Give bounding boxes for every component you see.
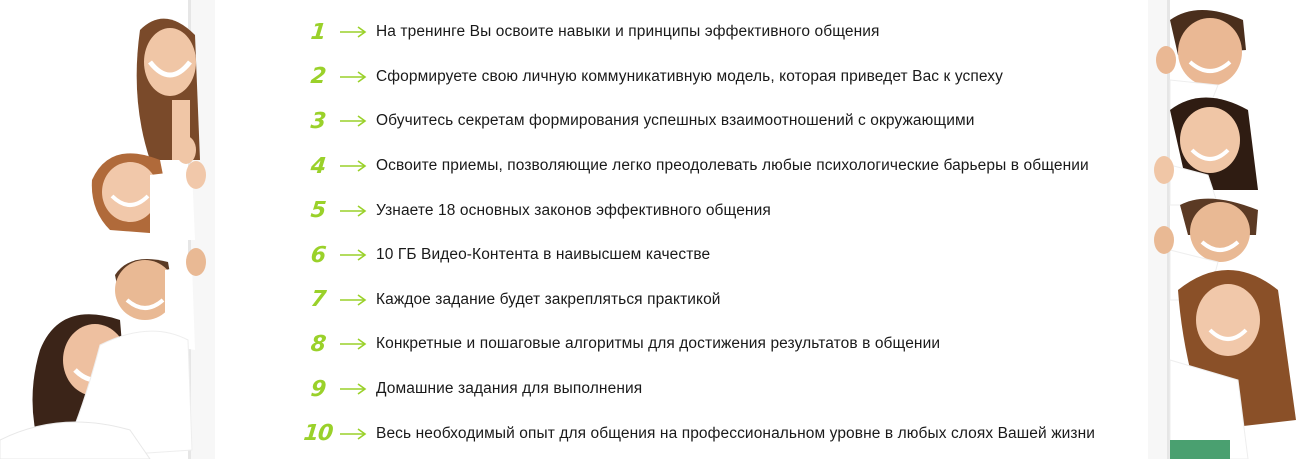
item-text: Каждое задание будет закрепляться практикой — [376, 290, 721, 308]
item-text: 10 ГБ Видео-Контента в наивысшем качестве — [376, 246, 711, 264]
left-people-photo — [0, 0, 215, 459]
arrow-right-icon — [338, 293, 368, 307]
list-item — [300, 188, 1140, 233]
list-item — [300, 278, 1140, 323]
item-number: 8 — [309, 331, 327, 357]
item-number: 6 — [309, 242, 327, 268]
arrow-right-icon — [338, 114, 368, 128]
arrow-right-icon — [338, 248, 368, 262]
arrow-right-icon — [338, 204, 368, 218]
arrow-right-icon — [338, 159, 368, 173]
benefits-list — [300, 10, 1140, 456]
item-number: 10 — [302, 421, 334, 447]
list-item — [300, 367, 1140, 412]
item-text: Обучитесь секретам формирования успешных взаимоотношений с окружающими — [376, 112, 975, 130]
item-number: 7 — [309, 287, 327, 313]
arrow-right-icon — [338, 70, 368, 84]
item-text: Узнаете 18 основных законов эффективного общения — [376, 201, 771, 219]
arrow-right-icon — [338, 337, 368, 351]
item-text: Весь необходимый опыт для общения на профессиональном уровне в любых слоях Вашей жизни — [376, 424, 1096, 442]
list-item — [300, 10, 1140, 55]
right-people-photo — [1148, 0, 1300, 459]
item-text: Конкретные и пошаговые алгоритмы для достижения результатов в общении — [376, 335, 941, 353]
arrow-right-icon — [338, 25, 368, 39]
item-text: На тренинге Вы освоите навыки и принципы эффективного общения — [376, 23, 880, 41]
list-item — [300, 144, 1140, 189]
item-text: Домашние задания для выполнения — [376, 380, 643, 398]
item-number: 2 — [309, 64, 327, 90]
list-item — [300, 322, 1140, 367]
arrow-right-icon — [338, 382, 368, 396]
list-item — [300, 411, 1140, 456]
item-number: 4 — [309, 153, 327, 179]
item-number: 3 — [309, 108, 327, 134]
arrow-right-icon — [338, 427, 368, 441]
list-item — [300, 233, 1140, 278]
item-number: 9 — [309, 376, 327, 402]
list-item — [300, 55, 1140, 100]
item-text: Сформируете свою личную коммуникативную модель, которая приведет Вас к успеху — [376, 67, 1003, 85]
item-number: 5 — [309, 198, 327, 224]
item-text: Освоите приемы, позволяющие легко преодолевать любые психологические барьеры в общении — [376, 157, 1089, 175]
item-number: 1 — [309, 19, 327, 45]
list-item — [300, 99, 1140, 144]
